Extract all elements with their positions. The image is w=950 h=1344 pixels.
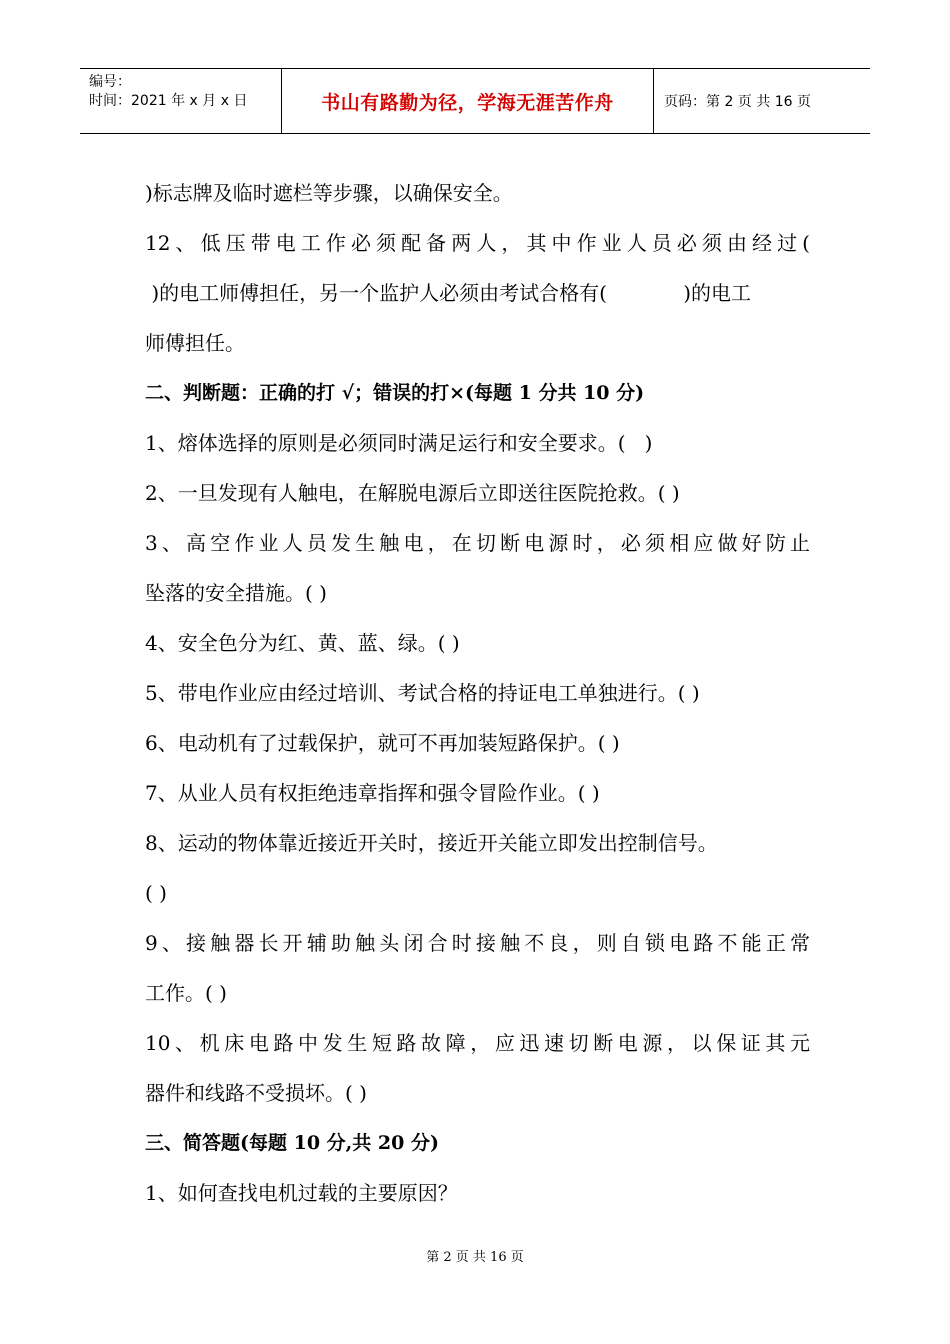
question-line: 坠落的安全措施。( ) <box>145 581 327 605</box>
text-line: )标志牌及临时遮栏等步骤，以确保安全。 <box>145 181 513 205</box>
question-line: 7、从业人员有权拒绝违章指挥和强令冒险作业。( ) <box>145 781 600 805</box>
question-line: ( ) <box>145 881 167 905</box>
document-header <box>80 68 870 134</box>
question-line: 5、带电作业应由经过培训、考试合格的持证电工单独进行。( ) <box>145 681 700 705</box>
question-line: 1、熔体选择的原则是必须同时满足运行和安全要求。( ) <box>145 431 653 455</box>
header-motto: 书山有路勤为径，学海无涯苦作舟 <box>321 91 614 114</box>
question-12-line: )的电工师傅担任，另一个监护人必须由考试合格有( )的电工 <box>145 281 752 305</box>
section-heading-short-answer: 三、简答题(每题 10 分,共 20 分) <box>145 1132 439 1154</box>
question-12-line: 师傅担任。 <box>145 331 245 355</box>
doc-time-label: 时间：2021 年 x 月 x 日 <box>89 93 248 109</box>
header-page-cell <box>654 69 870 133</box>
question-line: 工作。( ) <box>145 981 227 1005</box>
question-line: 2、一旦发现有人触电，在解脱电源后立即送往医院抢救。( ) <box>145 481 680 505</box>
header-motto-cell <box>282 69 654 133</box>
header-page-label: 页码：第 2 页 共 16 页 <box>664 94 811 110</box>
question-line: 6、电动机有了过载保护，就可不再加装短路保护。( ) <box>145 731 620 755</box>
question-line: 1、如何查找电机过载的主要原因？ <box>145 1181 458 1205</box>
doc-number-label: 编号： <box>89 74 131 90</box>
section-heading-true-false: 二、判断题：正确的打 √；错误的打×(每题 1 分共 10 分) <box>145 382 645 404</box>
question-line: 3、高空作业人员发生触电，在切断电源时，必须相应做好防止 <box>145 531 810 555</box>
question-line: 9、接触器长开辅助触头闭合时接触不良，则自锁电路不能正常 <box>145 931 810 955</box>
document-body <box>145 168 810 1218</box>
header-meta <box>80 69 282 133</box>
question-12-line: 12、低压带电工作必须配备两人，其中作业人员必须由经过( <box>145 231 810 255</box>
question-line: 10、机床电路中发生短路故障，应迅速切断电源，以保证其元 <box>145 1031 810 1055</box>
question-line: 器件和线路不受损坏。( ) <box>145 1081 367 1105</box>
page-footer: 第 2 页 共 16 页 <box>426 1250 524 1265</box>
question-line: 8、运动的物体靠近接近开关时，接近开关能立即发出控制信号。 <box>145 831 718 855</box>
question-line: 4、安全色分为红、黄、蓝、绿。( ) <box>145 631 460 655</box>
